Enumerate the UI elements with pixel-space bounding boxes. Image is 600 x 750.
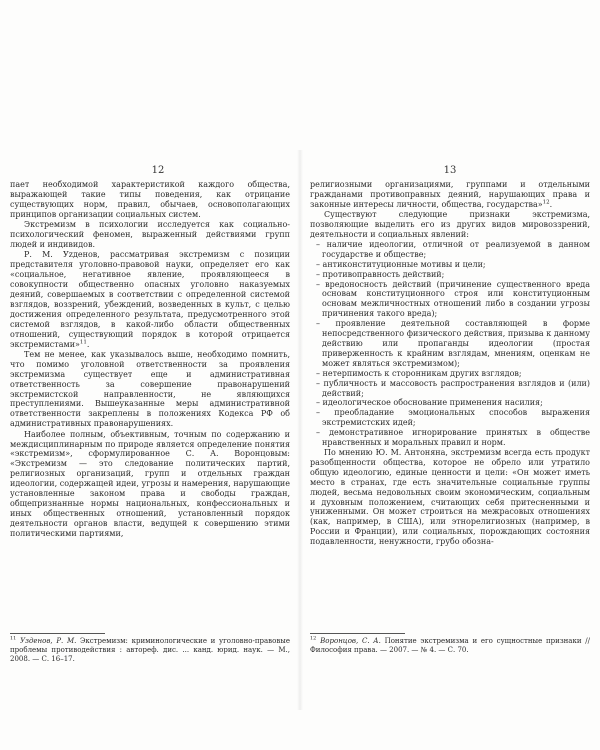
page-number: 12	[151, 165, 165, 176]
footnote-author: Узденов, Р. М.	[20, 637, 77, 645]
footnote	[10, 637, 290, 664]
right-body-text	[310, 180, 590, 547]
footnote-text: Экстремизм: криминологические и уголовно-правовые проблемы противодействия : автореф. дис. ... канд. юрид. наук. — М., 2008. — С. 16–17.	[10, 637, 290, 663]
list-item: – наличие идеологии, отличной от реализуемой в данном государстве и обществе;	[310, 240, 590, 260]
paragraph: Экстремизм в психологии исследуется как социально-психологический феномен, выраженный действиями групп людей и индивидов.	[10, 220, 290, 249]
paragraph-text: Р. М. Уzденов, рассматривая экстремизм с позиции представителя уголовно-правовой науки, определяет его как «социальное, негативное явление, проявляющееся в совокупности общественно опасных уголовно наказуемых деяний, совершаемых в соответствии с определенной системой взглядов, воззрений, убеждений, возведенных в культ, с целью достижения определенного результата, предусмотренного этой системой взглядов, в какой-либо области общественных отношений, существующий порядок в которой отрицается экстремистами»	[10, 250, 290, 349]
list-item: – публичность и массовость распространения взглядов и (или) действий;	[310, 379, 590, 399]
footnote-text: Понятие экстремизма и его сущностные признаки // Философия права. — 2007. — № 4. — С. 70.	[310, 637, 590, 654]
footnote-number: 11	[10, 635, 17, 642]
list-item: – вредоносность действий (причинение существенного вреда основам конституционного строя или конституционным основам межличностных отношений либо в создании угрозы причинения такого вреда);	[310, 280, 590, 320]
paragraph: Р. М. Уzденов, рассматривая экстремизм с позиции представителя уголовно-правовой науки, определяет его как «социальное, негативное явление, проявляющееся в совокупности общественно опасных уголовно наказуемых деяний, совершаемых в соответствии с определенной системой взглядов, воззрений, убеждений, возведенных в культ, с целью достижения определенного результата, предусмотренного этой системой взглядов, в какой-либо области общественных отношений, существующий порядок в которой отрицается экстремистами»$^{11}$.	[10, 250, 290, 349]
footnote	[310, 637, 590, 655]
list-item: – противоправность действий;	[310, 270, 590, 280]
list-item: – проявление деятельной составляющей в форме непосредственного физического действия, призыва к данному действию или пропаганды идеологии (простая приверженность к крайним взглядам, мнениям, оценкам не может являться экстремизмом);	[310, 319, 590, 369]
paragraph: Наиболее полным, объективным, точным по содержанию и междисциплинарным по природе является определение понятия «экстремизм», сформулированное С. А. Воронцовым: «Экстремизм — это следование политических партий, религиозных организаций, групп и отдельных граждан идеологии, содержащей идеи, угрозы и намерения, нарушающие установленные законом права и свободы граждан, общепризнанные нормы национальных, конфессиональных и иных общественных отношений, установленный порядок деятельности органов власти, ведущей к совершению этими политическими партиями,	[10, 429, 290, 538]
paragraph: пает необходимой характеристикой каждого общества, выражающей такие типы поведения, как отрицание существующих норм, правил, обычаев, основополагающих принципов организации социальных систем.	[10, 180, 290, 219]
list-item: – демонстративное игнорирование принятых в обществе нравственных и моральных правил и норм.	[310, 428, 590, 448]
page-number: 13	[443, 165, 457, 176]
list-item: – идеологическое обоснование применения насилия;	[310, 398, 590, 408]
footnote-author: Воронцов, С. А.	[320, 637, 381, 645]
footnote-ref: 11	[79, 338, 87, 345]
paragraph-text: религиозными организациями, группами и отдельными гражданами противоправных деяний, нарушающих права и законные интересы личности, общества, государства»	[310, 180, 590, 209]
extremism-features-list	[310, 240, 590, 448]
footnote-rule	[10, 633, 105, 634]
list-item: – антиконституционные мотивы и цели;	[310, 260, 590, 270]
paragraph: Тем не менее, как указывалось выше, необходимо помнить, что помимо уголовной ответственности за проявления экстремизма существует еще и административная ответственность за совершение правонарушений экстремистской направленности, не являющихся преступлениями. Вышеуказанные меры административной ответственности закреплены в положениях Кодекса РФ об административных правонарушениях.	[10, 349, 290, 429]
right-page	[310, 0, 590, 750]
paragraph: Существуют следующие признаки экстремизма, позволяющие выделить его из других видов мировоззрений, деятельности и социальных явлений:	[310, 210, 590, 240]
footnote-number: 12	[310, 635, 317, 642]
left-body-text	[10, 180, 290, 539]
list-item: – нетерпимость к сторонникам других взглядов;	[310, 369, 590, 379]
paragraph: По мнению Ю. М. Антоняна, экстремизм всегда есть продукт разобщенности общества, которое не обрело или утратило общую идеологию, единые ценности и цели: «Он может иметь место в странах, где есть значительные социальные группы людей, весьма недовольных своим экономическим, социальным и духовным положением, считающих себя притесненными и униженными. Он может строиться на межрасовых отношениях (как, например, в США), или этнорелигиозных (например, в России и Франции), или социальных, порождающих состояния подавленности, ненужности, грубо обозна-	[310, 447, 590, 547]
left-page	[10, 0, 290, 750]
list-item: – преобладание эмоциональных способов выражения экстремистских идей;	[310, 408, 590, 428]
paragraph: религиозными организациями, группами и отдельными гражданами противоправных деяний, нарушающих права и законные интересы личности, общества, государства»$^{12}$.	[310, 180, 590, 209]
page-gutter	[297, 150, 303, 710]
footnote-ref: 12	[542, 199, 550, 206]
footnote-rule	[310, 633, 405, 634]
